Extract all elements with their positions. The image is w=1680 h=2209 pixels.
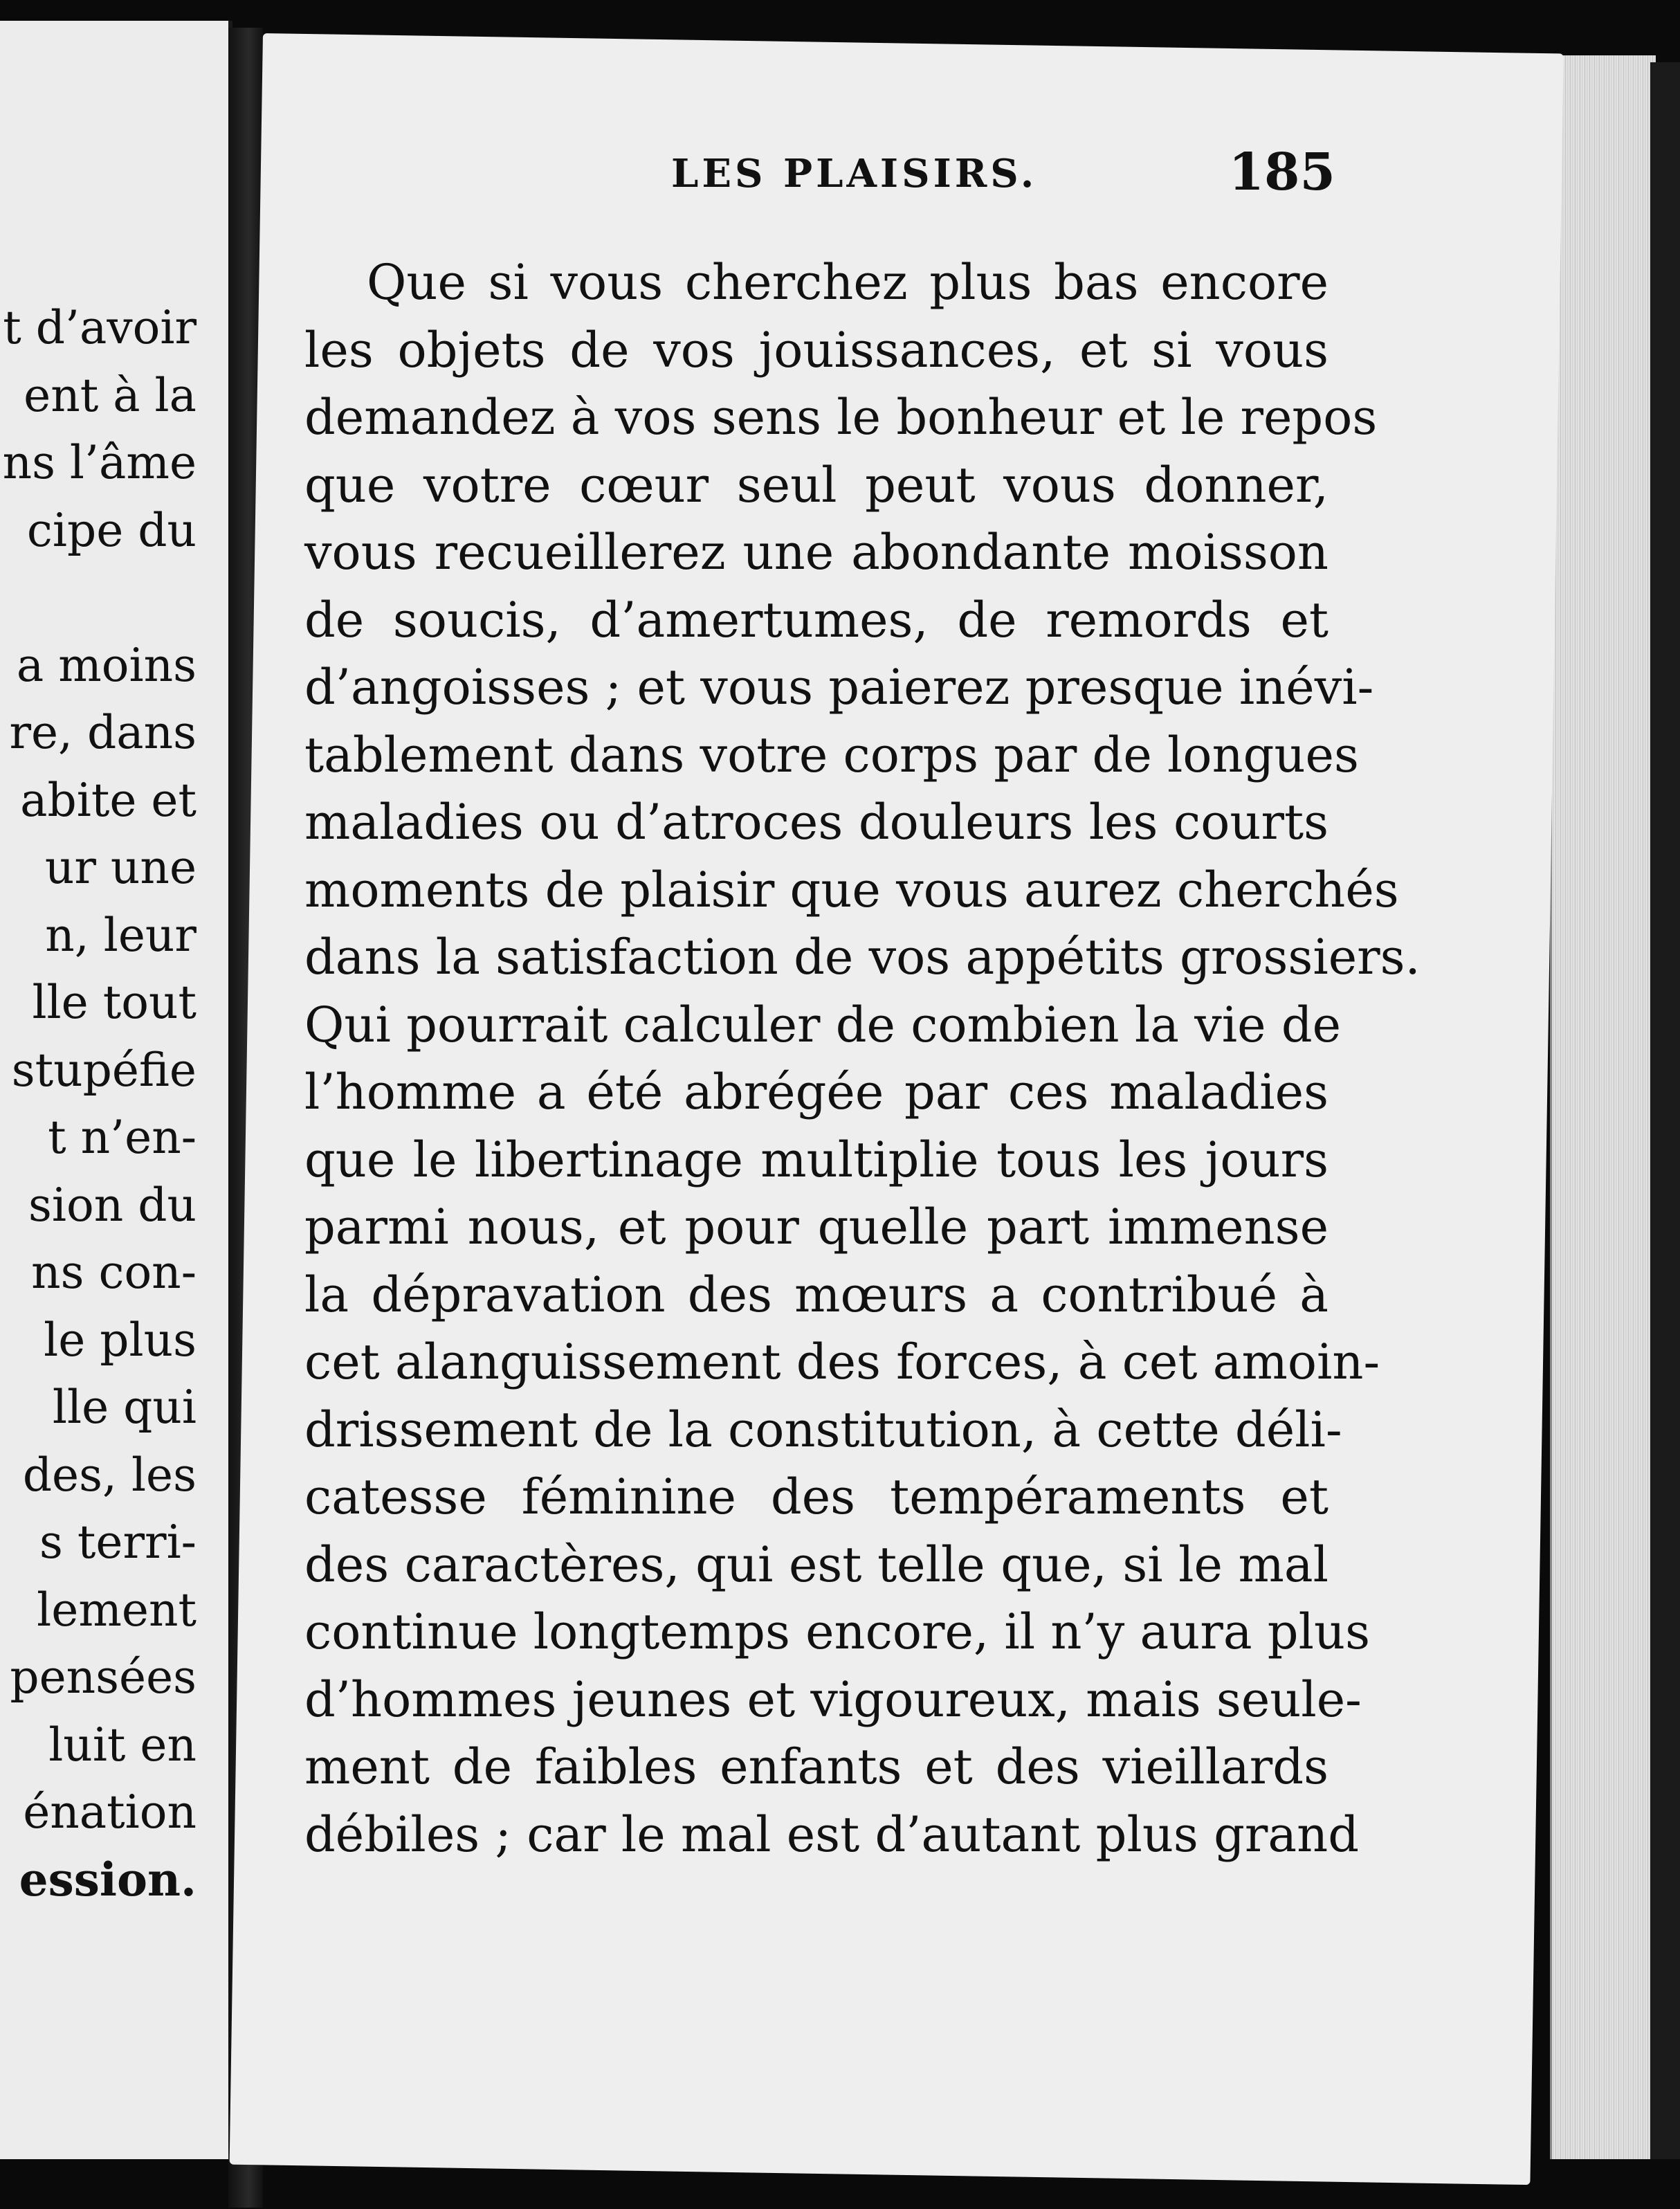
text-line: vous recueillerez une abondante moisson: [304, 524, 1329, 581]
text-line: d’hommes jeunes et vigoureux, mais seule-: [304, 1671, 1362, 1728]
previous-page-line: ns l’âme: [2, 436, 197, 489]
text-line: Qui pourrait calculer de combien la vie de: [304, 996, 1342, 1053]
previous-page-line: lle tout: [32, 976, 197, 1029]
text-line: les objets de vos jouissances, et si vous: [304, 321, 1329, 379]
text-line: de soucis, d’amertumes, de remords et: [304, 591, 1329, 648]
text-line: Que si vous cherchez plus bas encore: [367, 254, 1329, 311]
text-line: ment de faibles enfants et des vieillards: [304, 1738, 1329, 1795]
text-line: dans la satisfaction de vos appétits grossiers.: [304, 929, 1421, 985]
text-line: débiles ; car le mal est d’autant plus grand: [304, 1806, 1360, 1863]
previous-page-line: cipe du: [26, 503, 197, 557]
previous-page-line: sion du: [28, 1178, 197, 1232]
text-line: drissement de la constitution, à cette déli-: [304, 1401, 1342, 1458]
previous-page-line: pensées: [10, 1651, 197, 1704]
text-line: continue longtemps encore, il n’y aura plus: [304, 1603, 1370, 1660]
previous-page-line: ur une: [44, 841, 197, 894]
text-line: demandez à vos sens le bonheur et le repos: [304, 389, 1378, 446]
previous-page-line: ns con-: [31, 1246, 197, 1299]
text-line: des caractères, qui est telle que, si le mal: [304, 1536, 1329, 1593]
previous-page-line: [0, 564, 197, 632]
previous-page-line: s terri-: [39, 1516, 197, 1569]
text-line: cet alanguissement des forces, à cet amoin-: [304, 1334, 1380, 1390]
running-head: [408, 143, 1335, 220]
previous-page-line: énation: [23, 1785, 197, 1839]
previous-page-line: des, les: [22, 1448, 197, 1502]
text-line: la dépravation des mœurs a contribué à: [304, 1266, 1329, 1323]
previous-page-line: stupéfie: [11, 1043, 197, 1097]
text-line: tablement dans votre corps par de longues: [304, 726, 1359, 783]
previous-page-text: [0, 294, 197, 1913]
text-line: que le libertinage multiplie tous les jours: [304, 1131, 1329, 1188]
previous-page-line: luit en: [48, 1718, 197, 1772]
previous-page-line: ent à la: [24, 368, 197, 422]
previous-page-line: le plus: [44, 1313, 197, 1367]
previous-page: [0, 21, 232, 2159]
previous-page-line: t n’en-: [48, 1111, 197, 1164]
previous-page-line: a moins: [16, 638, 197, 692]
book-cover-edge: [1650, 62, 1680, 2159]
text-line: moments de plaisir que vous aurez cherchés: [304, 861, 1399, 918]
page-edges: [1550, 55, 1656, 2159]
previous-page-line: n, leur: [45, 908, 197, 962]
previous-page-line: ession.: [19, 1852, 197, 1907]
page-body-text: [304, 249, 1421, 1869]
previous-page-line: t d’avoir: [3, 301, 197, 354]
text-line: l’homme a été abrégée par ces maladies: [304, 1064, 1329, 1120]
page-number: 185: [1228, 143, 1335, 202]
text-line: catesse féminine des tempéraments et: [304, 1469, 1329, 1525]
previous-page-line: abite et: [20, 773, 197, 827]
text-line: que votre cœur seul peut vous donner,: [304, 456, 1329, 513]
text-line: maladies ou d’atroces douleurs les courts: [304, 794, 1329, 851]
running-title: LES PLAISIRS.: [671, 151, 1038, 197]
text-line: parmi nous, et pour quelle part immense: [304, 1199, 1329, 1255]
text-line: d’angoisses ; et vous paierez presque inévi-: [304, 659, 1374, 716]
previous-page-line: lle qui: [52, 1381, 197, 1434]
previous-page-line: lement: [37, 1583, 197, 1637]
previous-page-line: re, dans: [9, 706, 197, 759]
